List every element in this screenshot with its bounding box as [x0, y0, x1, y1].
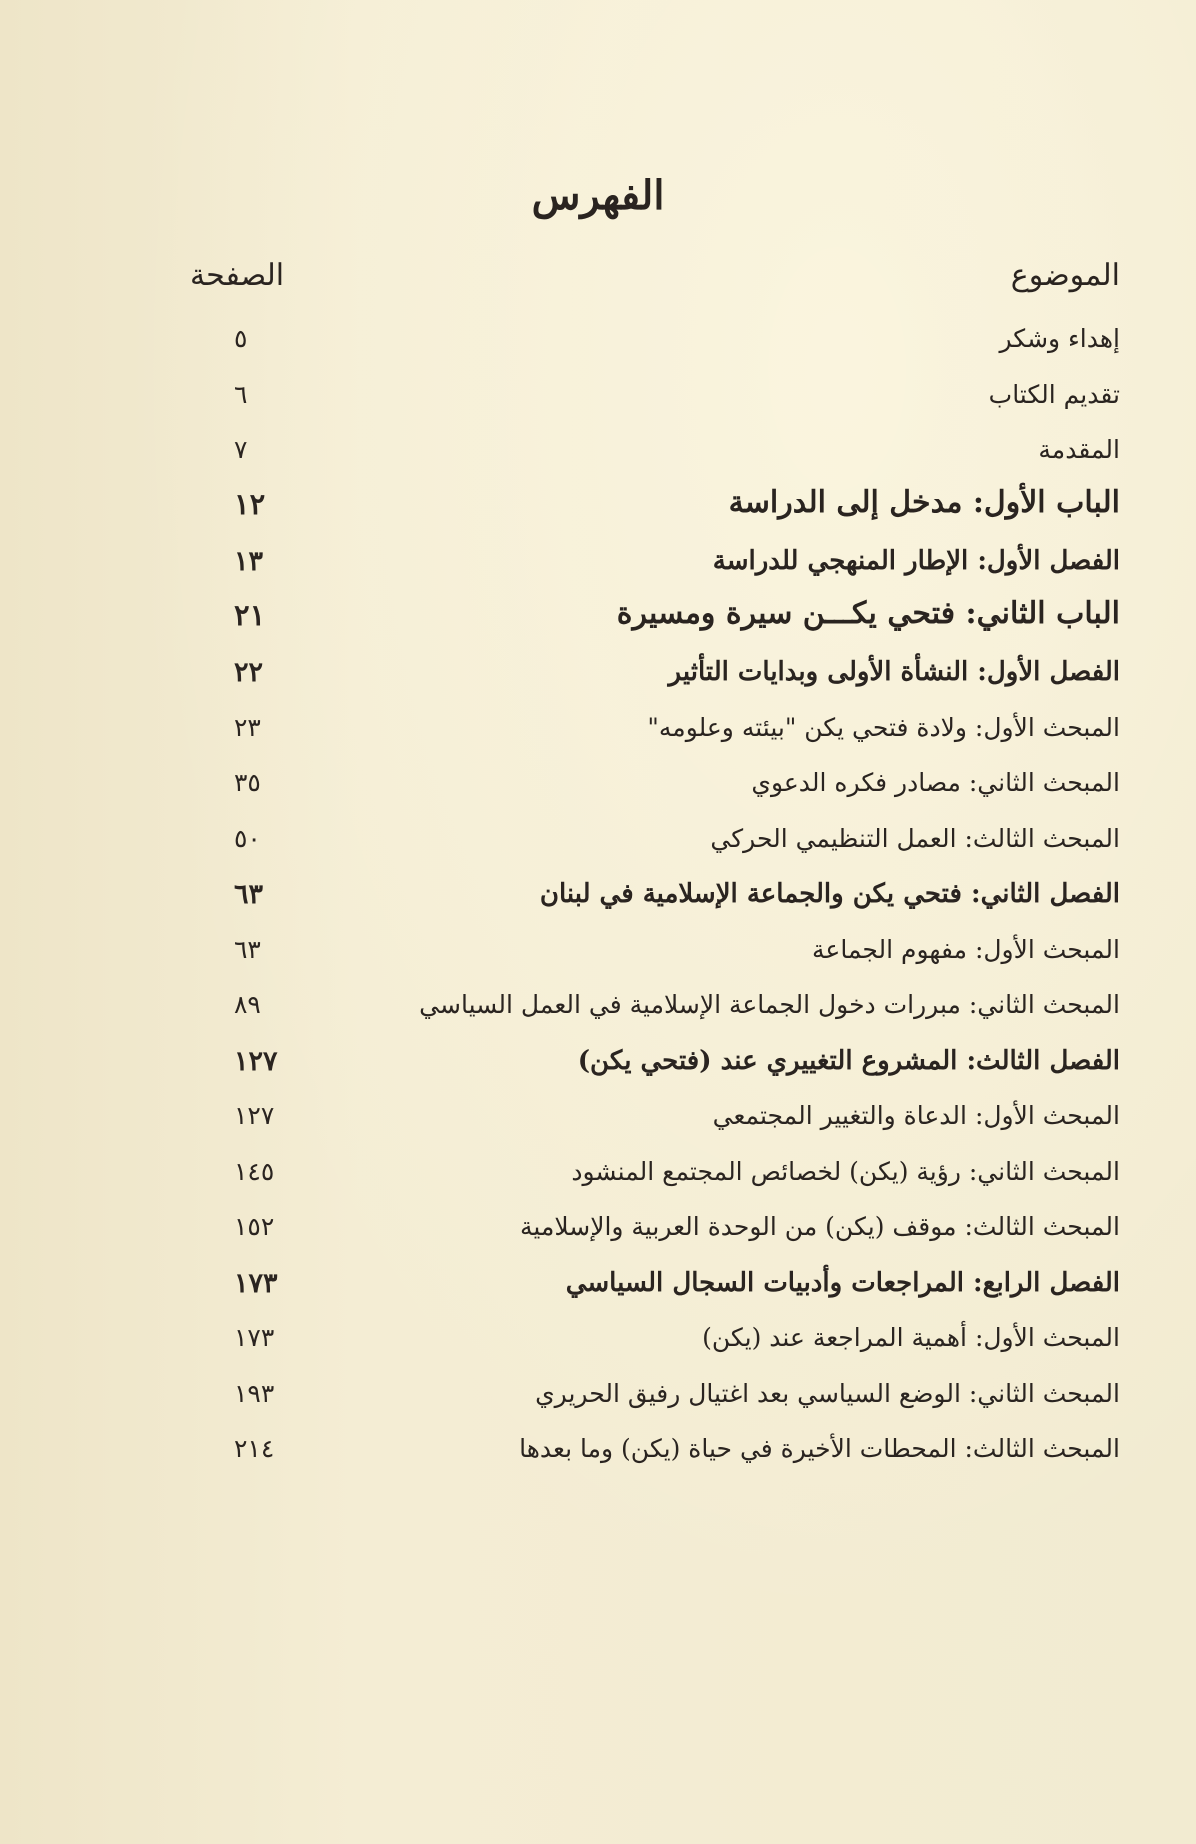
toc-entry-title: المبحث الأول: أهمية المراجعة عند (يكن): [702, 1323, 1120, 1352]
toc-entry-page-number: ٨٩: [234, 990, 261, 1019]
toc-entry-title: المبحث الثاني: مبررات دخول الجماعة الإسلامية في العمل السياسي: [419, 990, 1120, 1019]
toc-entry: [190, 1315, 1120, 1371]
toc-entry-title: الفصل الأول: النشأة الأولى وبدايات التأثير: [668, 657, 1120, 687]
toc-entry-title: الفصل الرابع: المراجعات وأدبيات السجال السياسي: [565, 1267, 1120, 1298]
toc-entry: [190, 1371, 1120, 1427]
toc-entry: [190, 372, 1120, 428]
toc-entry: [190, 1149, 1120, 1205]
toc-entry-page-number: ٥٠: [234, 823, 261, 853]
toc-entry: [190, 1204, 1120, 1260]
toc-entry: [190, 594, 1120, 650]
toc-entry: [190, 1038, 1120, 1094]
toc-entry-page-number: ٢٢: [234, 657, 264, 688]
toc-entry-title: الفصل الثالث: المشروع التغييري عند (فتحي يكن): [577, 1045, 1120, 1076]
toc-entry: [190, 816, 1120, 872]
toc-entry-page-number: ١٢٧: [234, 1101, 275, 1130]
toc-entry: [190, 316, 1120, 372]
toc-entry-page-number: ٧: [234, 435, 248, 464]
toc-entry: [190, 649, 1120, 705]
toc-entry-page-number: ١٩٣: [234, 1378, 275, 1408]
toc-entry-title: المبحث الأول: الدعاة والتغيير المجتمعي: [712, 1101, 1120, 1130]
toc-entry-page-number: ٣٥: [234, 768, 261, 797]
toc-entry-page-number: ٢٣: [234, 712, 261, 742]
toc-entry: [190, 427, 1120, 483]
toc-entry: [190, 1426, 1120, 1482]
toc-entry-title: المبحث الثالث: العمل التنظيمي الحركي: [710, 823, 1120, 853]
toc-entry-title: الفصل الأول: الإطار المنهجي للدراسة: [712, 546, 1120, 576]
toc-entry: [190, 1260, 1120, 1316]
toc-entry: [190, 483, 1120, 539]
toc-entry-page-number: ١٤٥: [234, 1156, 275, 1186]
table-of-contents: [190, 316, 1120, 1482]
toc-entry-page-number: ٢١٤: [234, 1434, 275, 1463]
toc-entry-page-number: ١٥٢: [234, 1212, 275, 1241]
toc-entry-title: المقدمة: [1038, 435, 1120, 464]
toc-entry-title: المبحث الثاني: مصادر فكره الدعوي: [751, 768, 1120, 797]
toc-entry-page-number: ١٢٧: [234, 1045, 278, 1077]
toc-entry: [190, 982, 1120, 1038]
toc-entry-title: الباب الثاني: فتحي يكـــن سيرة ومسيرة: [616, 595, 1120, 631]
toc-entry-page-number: ٢١: [234, 597, 266, 632]
toc-entry-title: المبحث الثالث: المحطات الأخيرة في حياة (يكن) وما بعدها: [519, 1434, 1120, 1463]
toc-entry-title: المبحث الأول: مفهوم الجماعة: [812, 934, 1120, 964]
toc-entry-title: المبحث الثاني: الوضع السياسي بعد اغتيال رفيق الحريري: [535, 1378, 1120, 1408]
toc-entry: [190, 927, 1120, 983]
toc-entry: [190, 1093, 1120, 1149]
toc-header: [190, 258, 1120, 298]
toc-entry-title: الباب الأول: مدخل إلى الدراسة: [728, 484, 1120, 520]
toc-entry-title: المبحث الأول: ولادة فتحي يكن "بيئته وعلومه": [647, 712, 1120, 742]
toc-entry-title: تقديم الكتاب: [988, 379, 1120, 409]
toc-entry-page-number: ٦: [234, 379, 248, 409]
page-column-header: الصفحة: [190, 258, 285, 293]
topic-column-header: الموضوع: [1010, 258, 1120, 293]
toc-entry-title: إهداء وشكر: [999, 324, 1120, 353]
page-title: الفهرس: [531, 172, 665, 219]
toc-entry: [190, 705, 1120, 761]
toc-entry-page-number: ٦٣: [234, 934, 261, 964]
toc-entry-page-number: ١٣: [234, 546, 264, 577]
toc-entry-title: الفصل الثاني: فتحي يكن والجماعة الإسلامية في لبنان: [539, 879, 1120, 909]
toc-entry: [190, 871, 1120, 927]
toc-entry: [190, 760, 1120, 816]
toc-entry-page-number: ١٧٣: [234, 1267, 278, 1299]
toc-entry-page-number: ١٢: [234, 486, 266, 521]
toc-entry: [190, 538, 1120, 594]
toc-entry-page-number: ٥: [234, 324, 248, 353]
toc-entry-title: المبحث الثالث: موقف (يكن) من الوحدة العربية والإسلامية: [520, 1212, 1120, 1241]
toc-entry-page-number: ٦٣: [234, 879, 264, 910]
toc-entry-title: المبحث الثاني: رؤية (يكن) لخصائص المجتمع المنشود: [571, 1156, 1120, 1186]
toc-entry-page-number: ١٧٣: [234, 1323, 275, 1352]
